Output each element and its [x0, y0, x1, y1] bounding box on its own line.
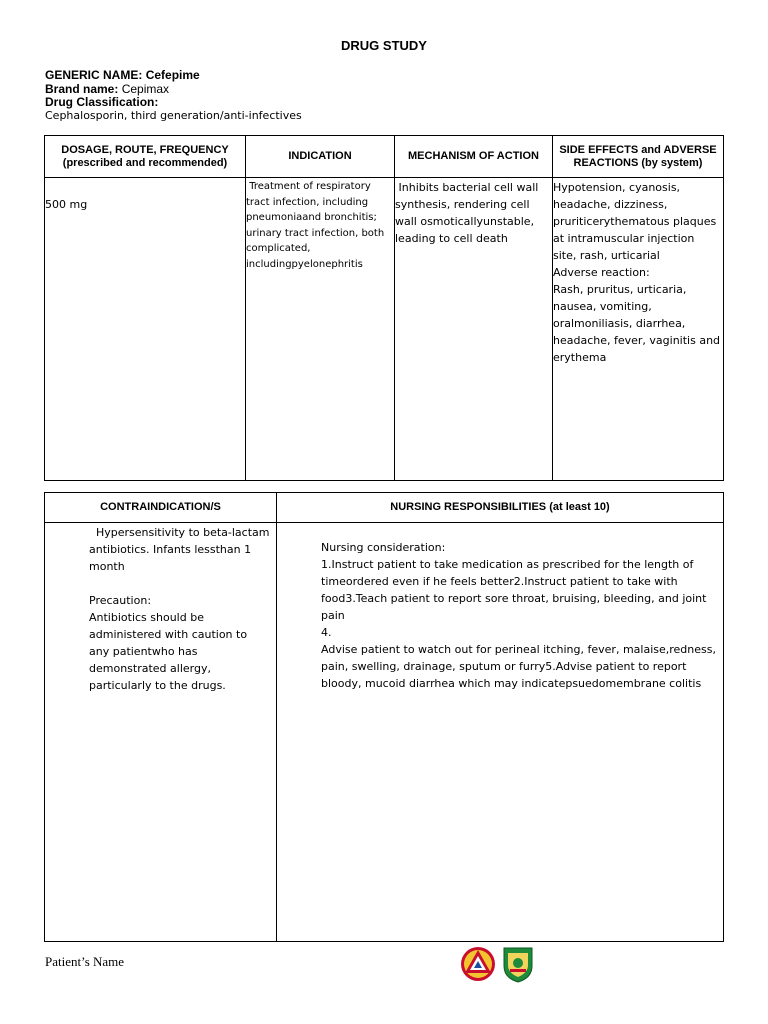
- classification-label: Drug Classification:: [45, 95, 159, 109]
- generic-name-line: [45, 68, 200, 82]
- indication-header: INDICATION: [246, 136, 395, 178]
- mechanism-cell: Inhibits bacterial cell wall synthesis, rendering cell wall osmoticallyunstable, leading to cell death: [395, 178, 553, 481]
- nursing-header: NURSING RESPONSIBILITIES (at least 10): [277, 493, 724, 523]
- brand-name-label: Brand name:: [45, 82, 119, 96]
- dosage-cell: 500 mg: [45, 178, 246, 481]
- nursing-table: [44, 492, 724, 942]
- generic-name-label: GENERIC NAME:: [45, 68, 143, 82]
- green-crest-icon: [504, 948, 532, 982]
- mechanism-header: MECHANISM OF ACTION: [395, 136, 553, 178]
- side-effects-cell: Hypotension, cyanosis, headache, dizziness, pruriticerythematous plaques at intramuscular injection site, rash, urticarial Adverse reaction: Rash, pruritus, urticaria, nausea, vomiting, oralmoniliasis, diarrhea, headache, fever, vaginitis and erythema: [553, 178, 724, 481]
- indication-cell: Treatment of respiratory tract infection, including pneumoniaand bronchitis; urinary tract infection, both complicated, includingpyelonephritis: [246, 178, 395, 481]
- logos: [460, 944, 536, 984]
- drug-info-table: [44, 135, 724, 481]
- brand-name-line: [45, 82, 169, 96]
- generic-name-value: Cefepime: [145, 68, 200, 82]
- patient-name-label: Patient’s Name: [45, 954, 125, 969]
- contraindication-cell: Hypersensitivity to beta-lactam antibiotics. Infants lessthan 1 month Precaution: Antibiotics should be administered with caution to any patientwho has demonstrated allergy, particularly to the drugs.: [45, 523, 277, 942]
- triangle-seal-icon: [461, 947, 495, 981]
- nursing-cell: Nursing consideration: 1.Instruct patient to take medication as prescribed for the length of timeordered even if he feels better2.Instruct patient to take with food3.Teach patient to report sore throat, bruising, bleeding, and joint pain 4. Advise patient to watch out for perineal itching, fever, malaise,redness, pain, swelling, drainage, sputum or furry5.Advise patient to report bloody, mucoid diarrhea which may indicatepsuedomembrane colitis: [277, 523, 724, 942]
- brand-name-value: Cepimax: [121, 82, 170, 96]
- side-effects-header: SIDE EFFECTS and ADVERSE REACTIONS (by system): [553, 136, 724, 178]
- contraindication-header: CONTRAINDICATION/S: [45, 493, 277, 523]
- classification-value: Cephalosporin, third generation/anti-infectives: [45, 109, 302, 122]
- dosage-header: DOSAGE, ROUTE, FREQUENCY (prescribed and recommended): [45, 136, 246, 178]
- document-title: DRUG STUDY: [341, 38, 427, 53]
